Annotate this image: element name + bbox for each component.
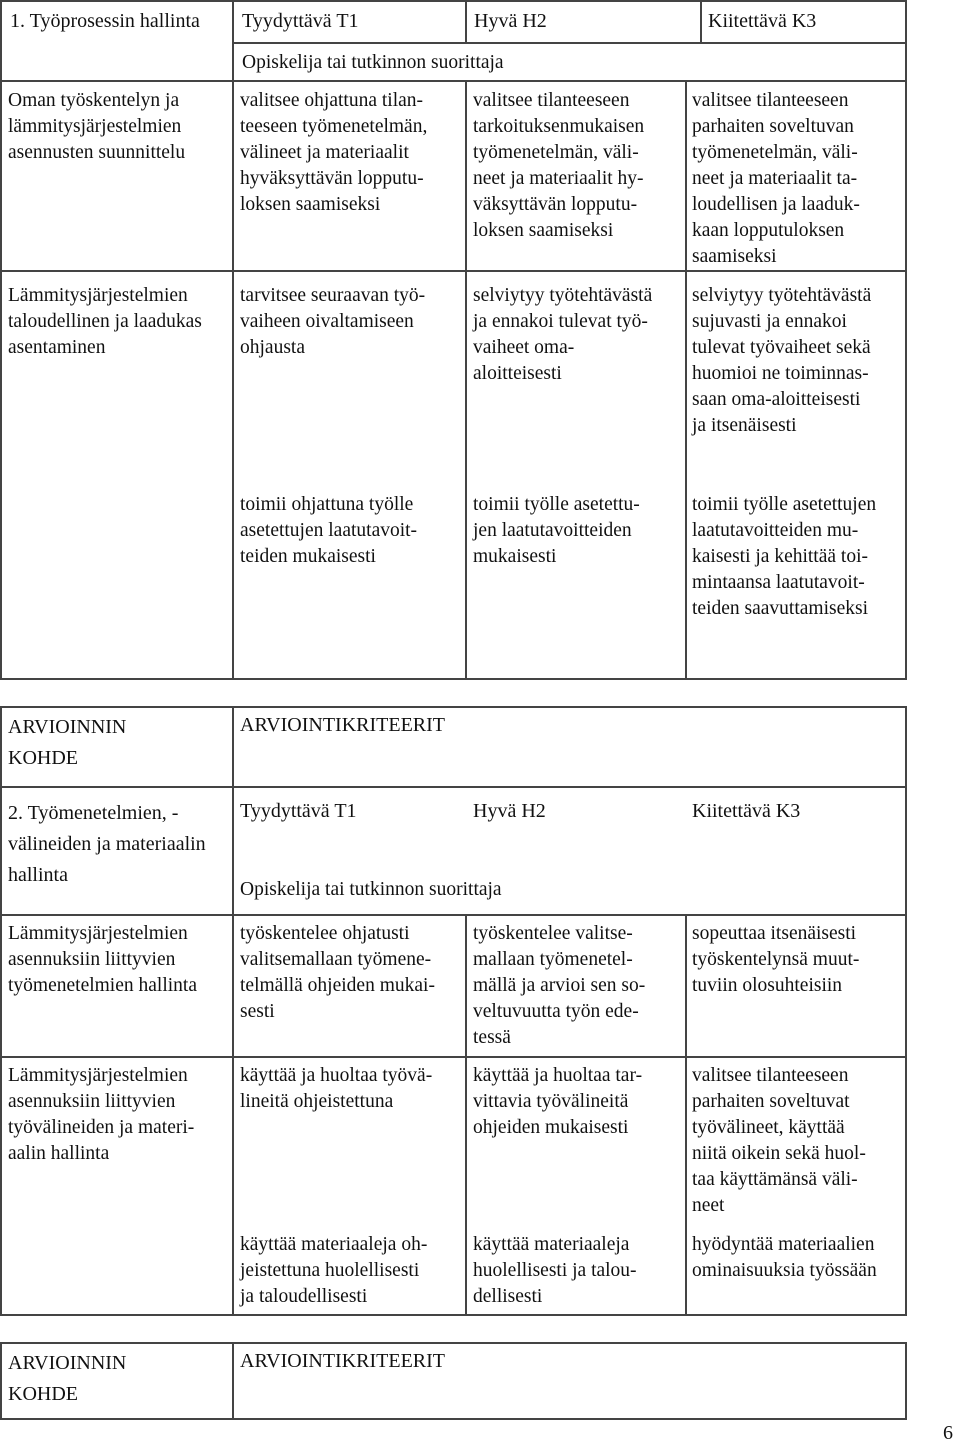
page-number: 6: [943, 1422, 953, 1444]
criteria-k3-cell: selviytyy työtehtävästä sujuvasti ja ennakoi tulevat työvaiheet sekä huomioi ne toiminnas- saan oma-aloitteisesti ja itsenäisesti: [692, 285, 872, 436]
assessment-target-header: ARVIOINNIN KOHDE: [8, 716, 127, 769]
criteria-h2-cell: työskentelee valitse- mallaan työmenetel- mällä ja arvioi sen so- veltuvuutta työn ede- tessä: [473, 923, 646, 1048]
criteria-t1-cell: käyttää ja huoltaa työvä- lineitä ohjeistettuna: [240, 1065, 433, 1112]
assessment-criteria-header: ARVIOINTIKRITEERIT: [240, 714, 446, 736]
assessment-target: Lämmitysjärjestelmien taloudellinen ja laadukas asentaminen: [8, 285, 202, 358]
criteria-k3-cell: sopeuttaa itsenäisesti työskentelynsä muut- tuviin olosuhteisiin: [692, 923, 860, 996]
assessment-target-header: ARVIOINNIN KOHDE: [8, 1352, 127, 1405]
criteria-k3-cell: hyödyntää materiaalien ominaisuuksia työssään: [692, 1234, 877, 1281]
assessment-target: Lämmitysjärjestelmien asennuksiin liittyvien työmenetelmien hallinta: [8, 923, 197, 996]
assessment-target: Oman työskentelyn ja lämmitysjärjestelmien asennusten suunnittelu: [8, 90, 186, 163]
section-2-title: 2. Työmenetelmien, - välineiden ja materiaalin hallinta: [8, 802, 206, 886]
criteria-h2-cell: toimii työlle asetettu- jen laatutavoitteiden mukaisesti: [473, 494, 640, 567]
criteria-t1-cell: työskentelee ohjatusti valitsemallaan työmene- telmällä ohjeiden mukai- sesti: [240, 923, 435, 1022]
criteria-k3-cell: toimii työlle asetettujen laatutavoitteiden mu- kaisesti ja kehittää toi- mintaansa laatutavoit- teiden saavuttamiseksi: [692, 494, 877, 619]
criteria-t1-cell: tarvitsee seuraavan työ- vaiheen oivaltamiseen ohjausta: [240, 285, 426, 358]
grade-h2-header: Hyvä H2: [473, 800, 546, 822]
criteria-k3-cell: valitsee tilanteeseen parhaiten soveltuvan työmenetelmän, väli- neet ja materiaalit ta- loudellisen ja laaduk- kaan lopputuloksen saamiseksi: [692, 90, 860, 267]
grade-t1-header: Tyydyttävä T1: [242, 10, 359, 32]
grade-k3-header: Kiitettävä K3: [708, 10, 817, 32]
criteria-h2-cell: käyttää materiaaleja huolellisesti ja talou- dellisesti: [473, 1234, 637, 1307]
criteria-k3-cell: valitsee tilanteeseen parhaiten soveltuvat työvälineet, käyttää niitä oikein sekä huol- taa käyttämänsä väli- neet: [692, 1065, 866, 1216]
criteria-t1-cell: käyttää materiaaleja oh- jeistettuna huolellisesti ja taloudellisesti: [240, 1234, 428, 1307]
student-subheader: Opiskelija tai tutkinnon suorittaja: [240, 879, 502, 900]
criteria-t1-cell: valitsee ohjattuna tilan- teeseen työmenetelmän, välineet ja materiaalit hyväksyttävän lopputu- loksen saamiseksi: [240, 90, 428, 215]
grade-h2-header: Hyvä H2: [474, 10, 547, 32]
grade-t1-header: Tyydyttävä T1: [240, 800, 357, 822]
criteria-t1-cell: toimii ohjattuna työlle asetettujen laatutavoit- teiden mukaisesti: [240, 494, 418, 567]
criteria-h2-cell: käyttää ja huoltaa tar- vittavia työvälineitä ohjeiden mukaisesti: [473, 1065, 643, 1138]
criteria-h2-cell: valitsee tilanteeseen tarkoituksenmukaisen työmenetelmän, väli- neet ja materiaalit hy- väksyttävän lopputu- loksen saamiseksi: [473, 90, 645, 241]
section-1-title: 1. Työprosessin hallinta: [10, 10, 200, 32]
assessment-target: Lämmitysjärjestelmien asennuksiin liittyvien työvälineiden ja materi- aalin hallinta: [8, 1065, 195, 1164]
criteria-h2-cell: selviytyy työtehtävästä ja ennakoi tulevat työ- vaiheet oma- aloitteisesti: [473, 285, 653, 384]
grade-k3-header: Kiitettävä K3: [692, 800, 801, 822]
student-subheader: Opiskelija tai tutkinnon suorittaja: [242, 52, 504, 73]
assessment-criteria-header: ARVIOINTIKRITEERIT: [240, 1350, 446, 1372]
